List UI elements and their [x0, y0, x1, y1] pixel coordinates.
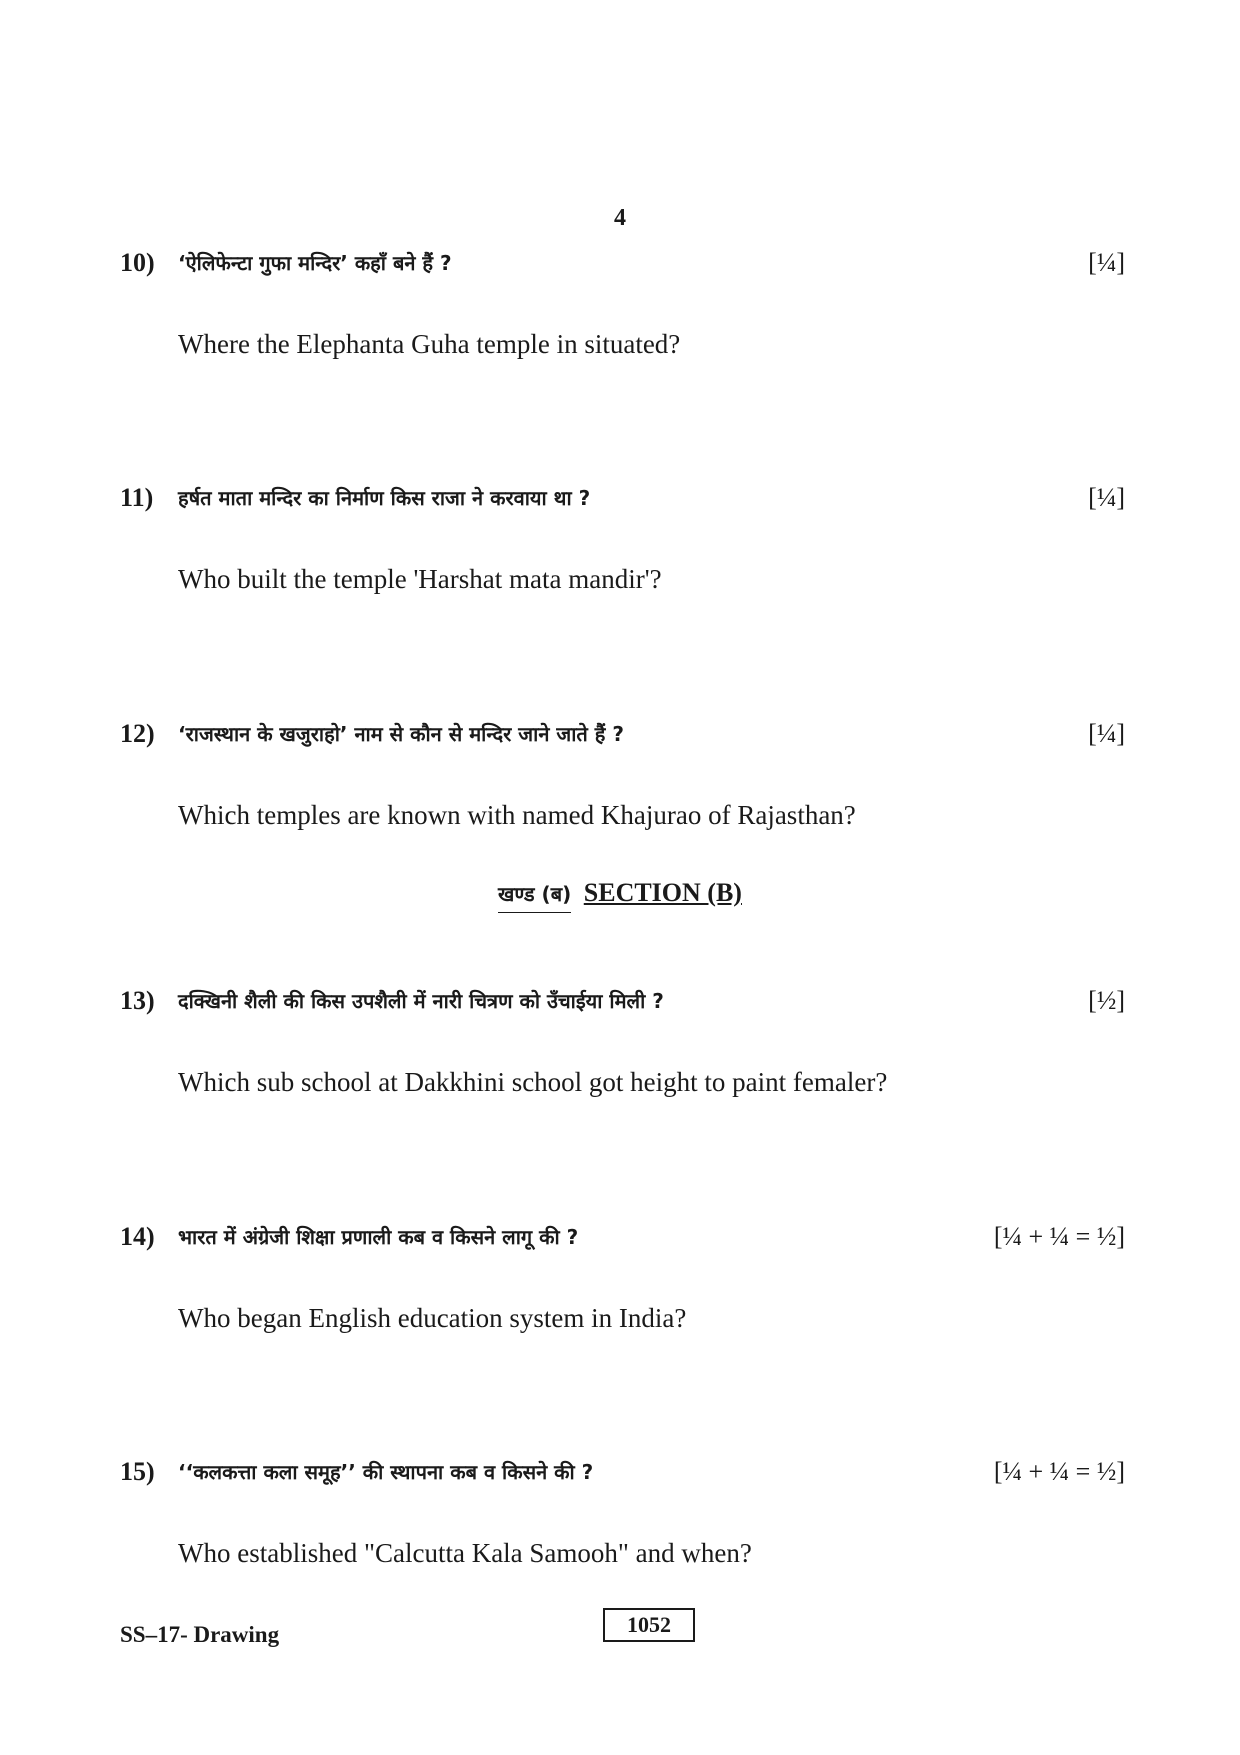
question-text-hindi: ‘राजस्थान के खजुराहो’ नाम से कौन से मन्दिर जाने जाते हैं ? — [178, 722, 624, 746]
question-text-english: Who began English education system in India? — [178, 1303, 687, 1333]
question-text-hindi: हर्षत माता मन्दिर का निर्माण किस राजा ने करवाया था ? — [178, 486, 591, 510]
question-text-english: Who established "Calcutta Kala Samooh" and when? — [178, 1538, 752, 1568]
question-text-english: Which temples are known with named Khajurao of Rajasthan? — [178, 800, 856, 830]
section-title-hindi: खण्ड (ब) — [498, 882, 571, 913]
question-marks: [¼] — [1088, 719, 1125, 748]
question-marks: [¼] — [1088, 248, 1125, 277]
question-number: 11) — [120, 483, 154, 512]
question-number: 10) — [120, 248, 155, 277]
question-12 — [120, 717, 1125, 833]
footer-subject-code: SS–17- Drawing — [120, 1622, 280, 1647]
question-10 — [120, 246, 1125, 362]
question-11 — [120, 481, 1125, 597]
footer-page-code: 1052 — [603, 1608, 695, 1642]
question-marks: [½] — [1088, 986, 1125, 1015]
question-number: 12) — [120, 719, 155, 748]
question-marks: [¼ + ¼ = ½] — [993, 1457, 1125, 1486]
question-13 — [120, 984, 1125, 1100]
question-15 — [120, 1455, 1125, 1571]
page-number: 4 — [614, 205, 626, 231]
section-title-english: SECTION (B) — [583, 878, 742, 907]
question-text-hindi: भारत में अंग्रेजी शिक्षा प्रणाली कब व किसने लागू की ? — [178, 1225, 579, 1249]
question-marks: [¼] — [1088, 483, 1125, 512]
question-number: 15) — [120, 1457, 155, 1486]
question-text-hindi: ‘ऐलिफेन्टा गुफा मन्दिर’ कहाँ बने हैं ? — [178, 251, 452, 275]
question-text-english: Where the Elephanta Guha temple in situated? — [178, 329, 681, 359]
question-text-english: Which sub school at Dakkhini school got height to paint femaler? — [178, 1067, 888, 1097]
question-marks: [¼ + ¼ = ½] — [993, 1222, 1125, 1251]
question-text-hindi: दक्खिनी शैली की किस उपशैली में नारी चित्रण को उँचाईया मिली ? — [178, 989, 664, 1013]
question-number: 13) — [120, 986, 155, 1015]
question-text-english: Who built the temple 'Harshat mata mandir'? — [178, 564, 662, 594]
question-number: 14) — [120, 1222, 155, 1251]
section-heading — [0, 878, 1240, 908]
question-text-hindi: ‘‘कलकत्ता कला समूह’’ की स्थापना कब व किसने की ? — [178, 1460, 594, 1484]
question-14 — [120, 1220, 1125, 1336]
